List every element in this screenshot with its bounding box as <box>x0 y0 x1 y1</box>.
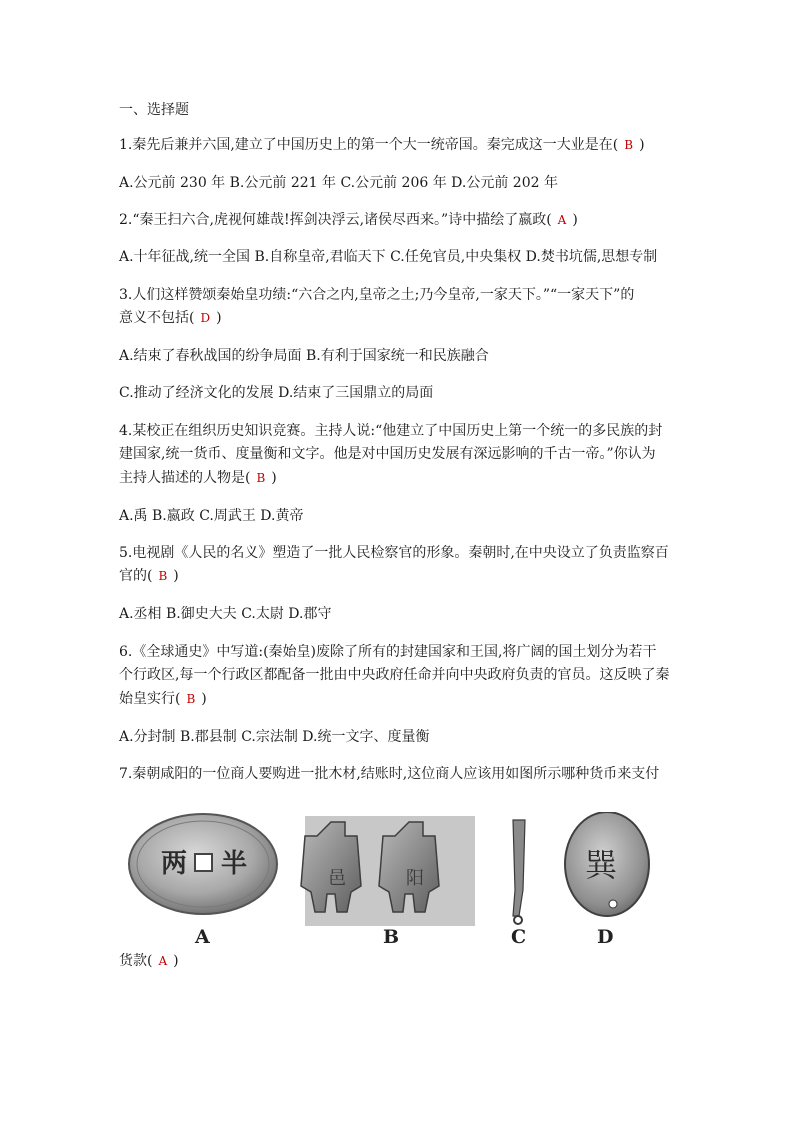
coin-figure <box>119 812 679 952</box>
question-4-stem-line1: 4.某校正在组织历史知识竞赛。主持人说:“他建立了中国历史上第一个统一的多民族的封 <box>119 423 663 439</box>
coin-label-d: D <box>597 926 614 948</box>
question-7-stem-line2: 货款( A ) <box>119 953 179 969</box>
coin-c-knife-money <box>513 820 525 924</box>
question-3-options-2: C.推动了经济文化的发展 D.结束了三国鼎立的局面 <box>119 385 434 401</box>
question-3-stem-line1: 3.人们这样赞颂秦始皇功绩:“六合之内,皇帝之土;乃今皇帝,一家天下。”“一家天下”的 <box>119 287 635 303</box>
question-6-stem-line1: 6.《全球通史》中写道:(秦始皇)废除了所有的封建国家和王国,将广阔的国土划分为若干 <box>119 644 657 660</box>
question-2-answer: A <box>557 213 567 227</box>
coin-a-char-right: 半 <box>221 849 248 879</box>
coin-a-ban-liang <box>129 814 277 914</box>
question-6-options: A.分封制 B.郡县制 C.宗法制 D.统一文字、度量衡 <box>119 729 430 745</box>
question-1-stem: 1.秦先后兼并六国,建立了中国历史上的第一个大一统帝国。秦完成这一大业是在( B ) <box>119 137 645 153</box>
coin-a-char-left: 两 <box>161 849 188 879</box>
question-4-stem-line3: 主持人描述的人物是( B ) <box>119 470 277 486</box>
question-2-options: A.十年征战,统一全国 B.自称皇帝,君临天下 C.任免官员,中央集权 D.焚书坑儒,思想专制 <box>119 249 658 265</box>
question-4-stem-line2: 建国家,统一货币、度量衡和文字。他是对中国历史发展有深远影响的千古一帝。”你认为 <box>119 446 656 462</box>
question-7-answer: A <box>158 954 168 968</box>
question-1-options: A.公元前 230 年 B.公元前 221 年 C.公元前 206 年 D.公元前 202 年 <box>119 175 558 191</box>
question-5-options: A.丞相 B.御史大夫 C.太尉 D.郡守 <box>119 606 332 622</box>
question-3-options-1: A.结束了春秋战国的纷争局面 B.有利于国家统一和民族融合 <box>119 348 489 364</box>
coin-b-char-left: 邑 <box>328 868 346 889</box>
question-1-answer: B <box>624 138 634 152</box>
question-3-answer: D <box>200 311 211 325</box>
coin-d-char: 巽 <box>585 846 618 884</box>
coin-b-spade-money <box>301 816 475 926</box>
question-5-stem-line1: 5.电视剧《人民的名义》塑造了一批人民检察官的形象。秦朝时,在中央设立了负责监察百 <box>119 545 669 561</box>
coin-label-c: C <box>511 926 527 948</box>
question-5-stem-line2: 官的( B ) <box>119 568 179 584</box>
question-6-answer: B <box>186 692 196 706</box>
question-3-stem-line2: 意义不包括( D ) <box>119 310 222 326</box>
coin-label-a: A <box>195 926 210 948</box>
question-4-options: A.禹 B.嬴政 C.周武王 D.黄帝 <box>119 508 304 524</box>
question-7-stem-line1: 7.秦朝咸阳的一位商人要购进一批木材,结账时,这位商人应该用如图所示哪种货币来支付 <box>119 766 660 782</box>
coin-d-ant-nose-money <box>565 812 649 916</box>
question-4-answer: B <box>256 471 266 485</box>
question-2-stem: 2.“秦王扫六合,虎视何雄哉!挥剑决浮云,诸侯尽西来。”诗中描绘了嬴政( A ) <box>119 212 578 228</box>
section-heading: 一、选择题 <box>119 102 189 118</box>
question-6-stem-line3: 始皇实行( B ) <box>119 691 207 707</box>
coin-b-char-right: 阳 <box>406 868 424 889</box>
question-5-answer: B <box>158 569 168 583</box>
question-6-stem-line2: 个行政区,每一个行政区都配备一批由中央政府任命并向中央政府负责的官员。这反映了秦 <box>119 667 670 683</box>
coin-label-b: B <box>383 926 400 948</box>
